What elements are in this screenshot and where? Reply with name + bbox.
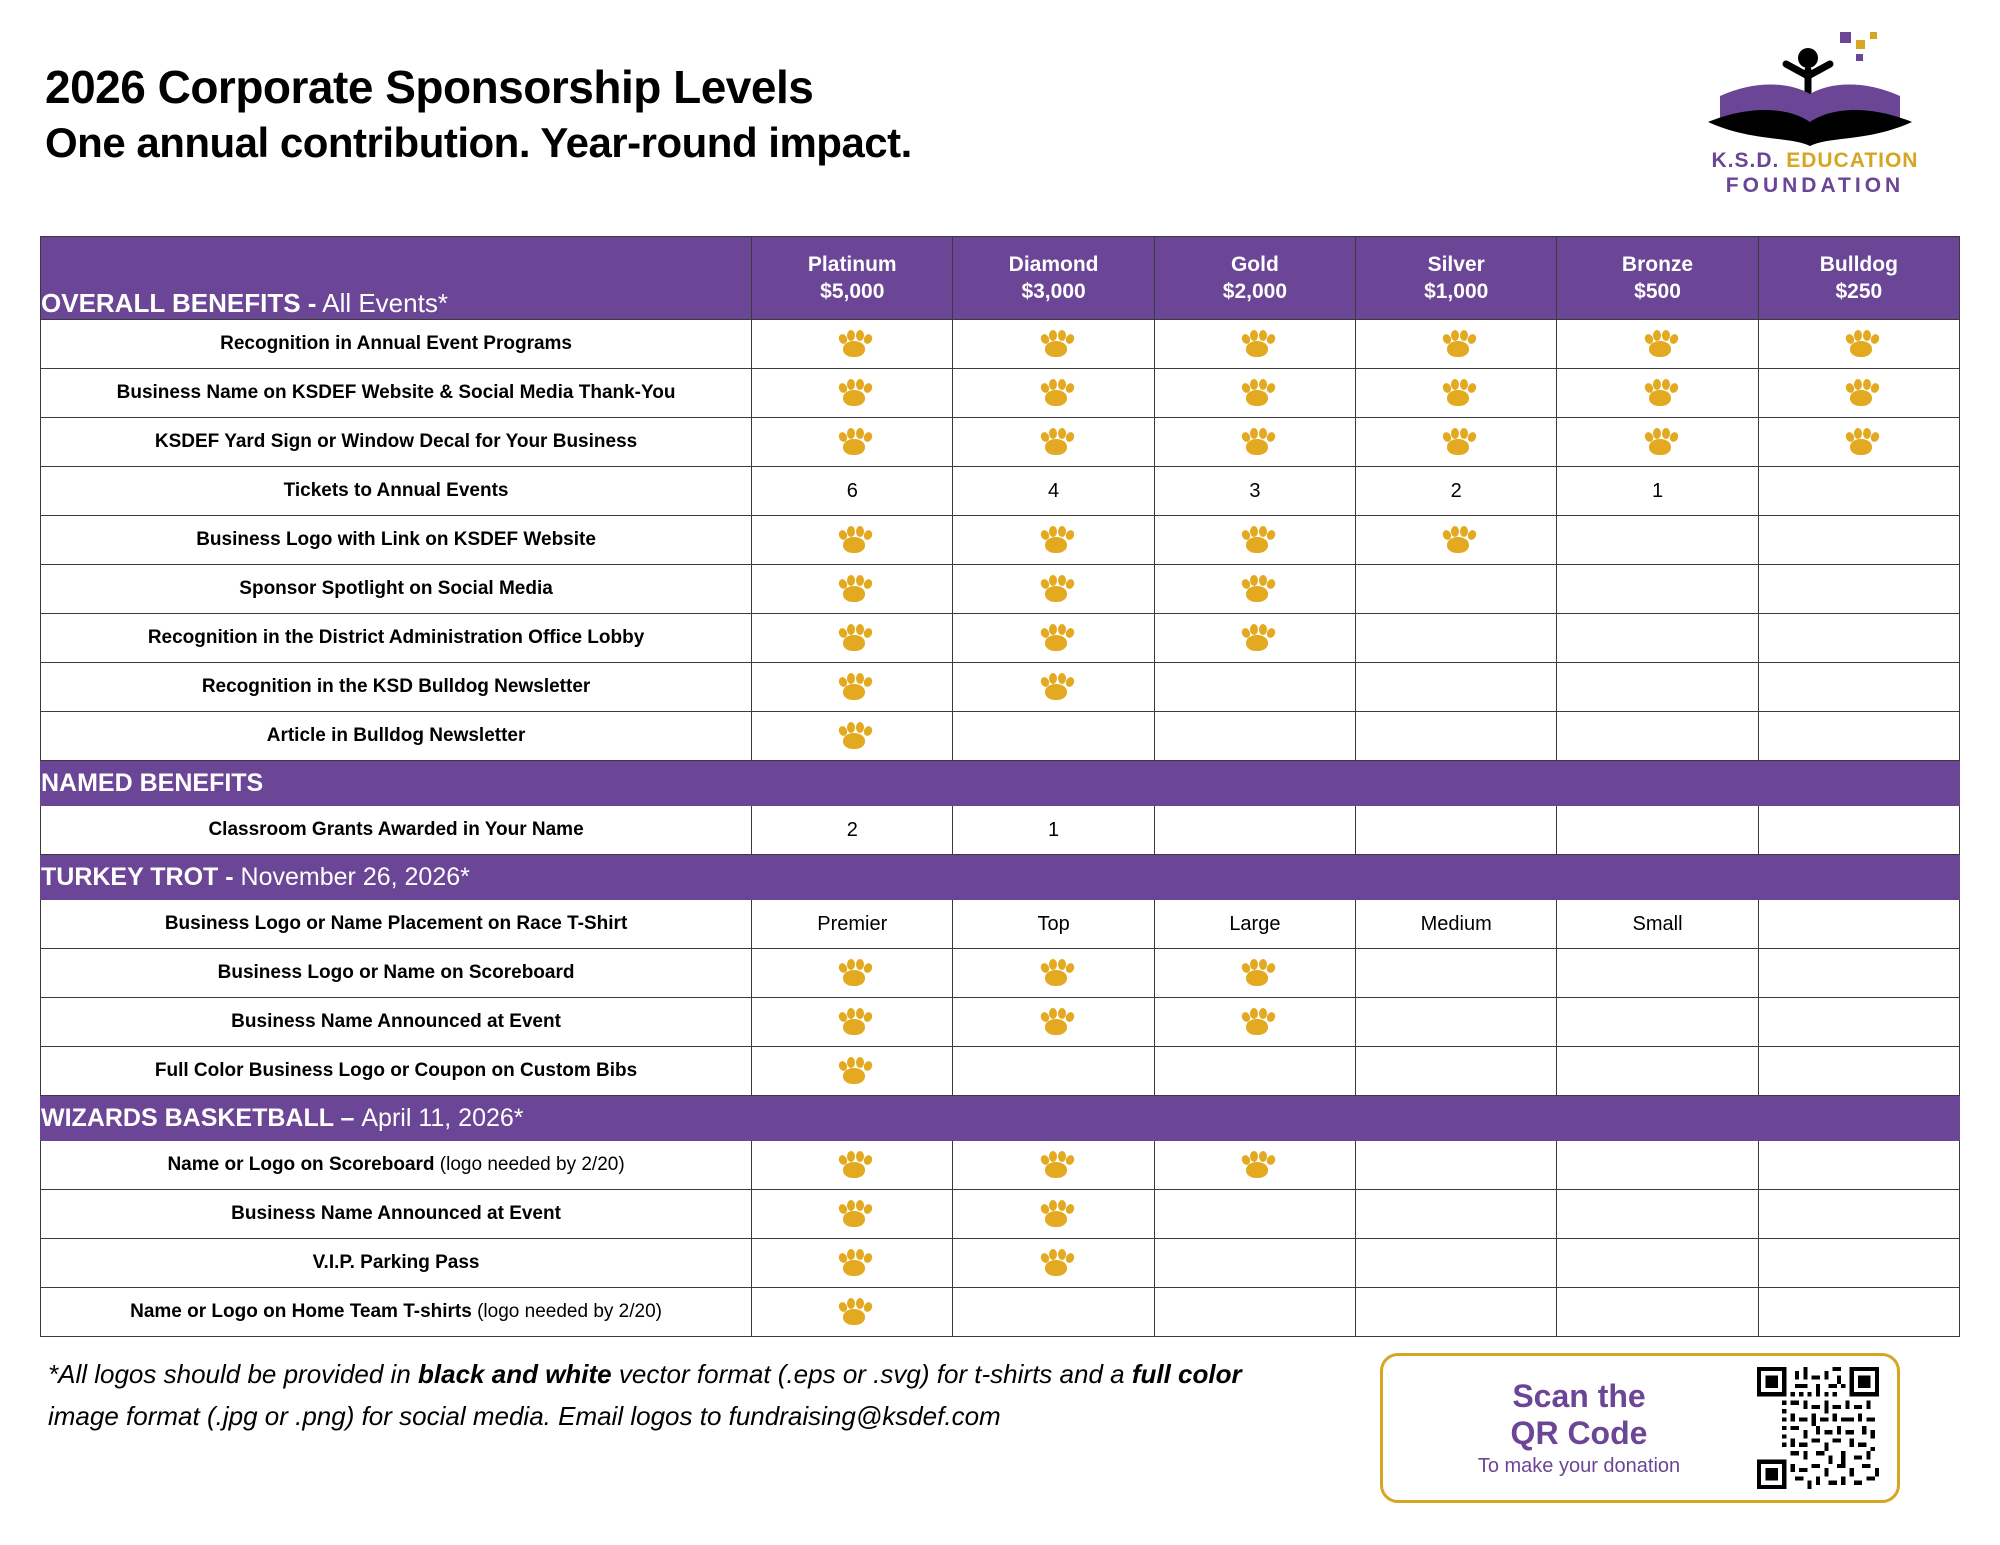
benefit-value-cell: Top bbox=[953, 900, 1154, 949]
tier-amount-bronze: $500 bbox=[1634, 280, 1681, 303]
benefit-value-cell bbox=[1758, 418, 1959, 467]
benefit-label: KSDEF Yard Sign or Window Decal for Your Business bbox=[41, 418, 752, 467]
paw-print-icon bbox=[837, 575, 867, 603]
section-turkey-trot-label: TURKEY TROT - November 26, 2026* bbox=[41, 855, 1960, 900]
benefit-value-cell bbox=[953, 369, 1154, 418]
benefit-label: Full Color Business Logo or Coupon on Custom Bibs bbox=[41, 1047, 752, 1096]
benefit-value-cell bbox=[1154, 1141, 1355, 1190]
tier-name-gold: Gold bbox=[1230, 252, 1279, 276]
benefit-value-cell bbox=[1356, 806, 1557, 855]
table-row bbox=[41, 320, 1960, 369]
benefit-value-cell: 2 bbox=[1356, 467, 1557, 516]
table-row bbox=[41, 900, 1960, 949]
benefit-value-cell: Premier bbox=[752, 900, 953, 949]
paw-print-icon bbox=[837, 624, 867, 652]
paw-print-icon bbox=[837, 379, 867, 407]
paw-print-icon bbox=[1240, 428, 1270, 456]
benefit-label: Classroom Grants Awarded in Your Name bbox=[41, 806, 752, 855]
benefit-value-cell: 3 bbox=[1154, 467, 1355, 516]
benefit-value-cell bbox=[1557, 1239, 1758, 1288]
benefit-value-cell: 6 bbox=[752, 467, 953, 516]
paw-print-icon bbox=[837, 1200, 867, 1228]
benefit-value-cell bbox=[1356, 663, 1557, 712]
table-row bbox=[41, 806, 1960, 855]
benefit-value-cell bbox=[1154, 565, 1355, 614]
table-header-row bbox=[41, 237, 1960, 320]
tier-header-diamond bbox=[953, 237, 1154, 320]
benefit-value-cell bbox=[752, 1190, 953, 1239]
benefit-value-cell bbox=[752, 949, 953, 998]
benefit-value-cell bbox=[752, 998, 953, 1047]
paw-print-icon bbox=[837, 1057, 867, 1085]
logo-wordmark bbox=[1690, 150, 1940, 197]
note-part-1: *All logos should be provided in bbox=[48, 1359, 419, 1389]
benefit-value-cell bbox=[1758, 369, 1959, 418]
table-row bbox=[41, 1288, 1960, 1337]
benefit-value-cell bbox=[1557, 614, 1758, 663]
benefit-value-cell bbox=[1154, 1239, 1355, 1288]
benefit-label: Business Name on KSDEF Website & Social Media Thank-You bbox=[41, 369, 752, 418]
paw-print-icon bbox=[1039, 1008, 1069, 1036]
table-row bbox=[41, 949, 1960, 998]
paw-print-icon bbox=[837, 428, 867, 456]
benefit-value-cell bbox=[1356, 418, 1557, 467]
paw-print-icon bbox=[1441, 428, 1471, 456]
benefit-value-cell bbox=[953, 1190, 1154, 1239]
tier-name-silver: Silver bbox=[1427, 252, 1485, 276]
benefit-value-cell bbox=[1758, 712, 1959, 761]
sponsorship-benefits-table bbox=[40, 236, 1960, 1337]
table-row bbox=[41, 565, 1960, 614]
paw-print-icon bbox=[1240, 330, 1270, 358]
qr-line-1: Scan the bbox=[1512, 1377, 1646, 1414]
paw-print-icon bbox=[837, 526, 867, 554]
section-named-benefits-label: NAMED BENEFITS bbox=[41, 761, 1960, 806]
table-row bbox=[41, 998, 1960, 1047]
benefit-value-cell bbox=[1557, 418, 1758, 467]
paw-print-icon bbox=[1240, 624, 1270, 652]
benefit-value-cell bbox=[1356, 1047, 1557, 1096]
benefit-label: Business Logo with Link on KSDEF Website bbox=[41, 516, 752, 565]
benefit-value-cell bbox=[752, 418, 953, 467]
tier-amount-diamond: $3,000 bbox=[1021, 280, 1086, 303]
benefit-value-cell bbox=[1356, 614, 1557, 663]
table-row bbox=[41, 1239, 1960, 1288]
qr-code-icon[interactable] bbox=[1757, 1367, 1879, 1489]
table-head bbox=[41, 237, 1960, 320]
table-row bbox=[41, 712, 1960, 761]
benefit-value-cell bbox=[1154, 663, 1355, 712]
benefit-value-cell bbox=[1356, 369, 1557, 418]
benefit-value-cell bbox=[1557, 1288, 1758, 1337]
paw-print-icon bbox=[1039, 1249, 1069, 1277]
ksdef-logo bbox=[1690, 30, 1940, 210]
table-row bbox=[41, 663, 1960, 712]
benefit-label: Business Name Announced at Event bbox=[41, 998, 752, 1047]
benefit-value-cell bbox=[1356, 1239, 1557, 1288]
overall-benefits-header-bold: OVERALL BENEFITS - bbox=[41, 288, 317, 318]
benefit-value-cell bbox=[1356, 516, 1557, 565]
overall-benefits-header bbox=[41, 237, 752, 320]
tier-name-bulldog: Bulldog bbox=[1819, 252, 1898, 276]
benefit-value-cell bbox=[752, 565, 953, 614]
benefit-value-cell bbox=[1154, 712, 1355, 761]
paw-print-icon bbox=[1240, 1008, 1270, 1036]
benefit-label: Recognition in the KSD Bulldog Newsletter bbox=[41, 663, 752, 712]
benefit-value-cell bbox=[1154, 806, 1355, 855]
tier-header-gold bbox=[1154, 237, 1355, 320]
benefit-value-cell bbox=[752, 1047, 953, 1096]
paw-print-icon bbox=[837, 330, 867, 358]
qr-instructions bbox=[1401, 1378, 1757, 1479]
benefit-value-cell bbox=[1758, 1190, 1959, 1239]
benefit-value-cell bbox=[1758, 806, 1959, 855]
benefit-value-cell bbox=[953, 712, 1154, 761]
table-row bbox=[41, 1190, 1960, 1239]
benefit-value-cell bbox=[1557, 998, 1758, 1047]
table-row bbox=[41, 369, 1960, 418]
benefit-label: Sponsor Spotlight on Social Media bbox=[41, 565, 752, 614]
paw-print-icon bbox=[1039, 330, 1069, 358]
benefit-value-cell bbox=[1758, 900, 1959, 949]
benefit-label: Article in Bulldog Newsletter bbox=[41, 712, 752, 761]
section-wizards-basketball-date: April 11, 2026* bbox=[361, 1103, 524, 1132]
table-body bbox=[41, 320, 1960, 1337]
table-row bbox=[41, 516, 1960, 565]
section-turkey-trot-date: November 26, 2026* bbox=[240, 862, 470, 891]
table-row bbox=[41, 614, 1960, 663]
tier-amount-platinum: $5,000 bbox=[820, 280, 885, 303]
qr-line-3: To make your donation bbox=[1477, 1455, 1681, 1478]
title-block bbox=[40, 30, 912, 168]
benefit-value-cell: Small bbox=[1557, 900, 1758, 949]
benefit-value-cell bbox=[1356, 949, 1557, 998]
benefit-label: Recognition in the District Administration Office Lobby bbox=[41, 614, 752, 663]
benefit-value-cell bbox=[1154, 320, 1355, 369]
section-wizards-basketball bbox=[41, 1096, 1960, 1141]
benefit-value-cell bbox=[1758, 1047, 1959, 1096]
benefit-value-cell bbox=[1758, 565, 1959, 614]
logo-requirements-note bbox=[40, 1353, 1248, 1437]
benefit-value-cell bbox=[1557, 565, 1758, 614]
benefit-value-cell bbox=[1557, 1190, 1758, 1239]
paw-print-icon bbox=[1039, 624, 1069, 652]
benefit-value-cell bbox=[1557, 712, 1758, 761]
paw-print-icon bbox=[1039, 379, 1069, 407]
benefit-value-cell bbox=[1557, 516, 1758, 565]
benefit-value-cell bbox=[953, 949, 1154, 998]
benefit-value-cell bbox=[752, 614, 953, 663]
benefit-value-cell bbox=[953, 418, 1154, 467]
paw-print-icon bbox=[1240, 526, 1270, 554]
tier-name-bronze: Bronze bbox=[1621, 252, 1694, 276]
benefit-value-cell: 4 bbox=[953, 467, 1154, 516]
note-bold-2: full color bbox=[1131, 1359, 1242, 1389]
tier-name-diamond: Diamond bbox=[1008, 252, 1099, 276]
page-title: 2026 Corporate Sponsorship Levels bbox=[45, 61, 814, 113]
benefit-value-cell: 1 bbox=[1557, 467, 1758, 516]
table-row bbox=[41, 1047, 1960, 1096]
benefit-value-cell bbox=[1557, 1141, 1758, 1190]
benefit-value-cell bbox=[1154, 1047, 1355, 1096]
benefit-value-cell bbox=[752, 1141, 953, 1190]
note-bold-1: black and white bbox=[418, 1359, 612, 1389]
benefit-value-cell bbox=[1758, 614, 1959, 663]
benefit-value-cell bbox=[1356, 1288, 1557, 1337]
paw-print-icon bbox=[837, 1298, 867, 1326]
note-part-2: vector format (.eps or .svg) for t-shirts and a bbox=[611, 1359, 1132, 1389]
paw-print-icon bbox=[1643, 379, 1673, 407]
paw-print-icon bbox=[1844, 428, 1874, 456]
paw-print-icon bbox=[1039, 428, 1069, 456]
paw-print-icon bbox=[837, 1008, 867, 1036]
benefit-label: V.I.P. Parking Pass bbox=[41, 1239, 752, 1288]
benefit-value-cell bbox=[953, 663, 1154, 712]
paw-print-icon bbox=[1441, 526, 1471, 554]
page-footer bbox=[40, 1353, 1960, 1503]
benefit-label: Tickets to Annual Events bbox=[41, 467, 752, 516]
paw-print-icon bbox=[1240, 1151, 1270, 1179]
benefit-value-cell bbox=[1758, 663, 1959, 712]
logo-ksd-text: K.S.D. bbox=[1711, 149, 1780, 172]
paw-print-icon bbox=[1844, 379, 1874, 407]
section-named-benefits bbox=[41, 761, 1960, 806]
benefit-value-cell bbox=[1758, 949, 1959, 998]
benefit-label: Name or Logo on Scoreboard (logo needed by 2/20) bbox=[41, 1141, 752, 1190]
benefit-label: Business Name Announced at Event bbox=[41, 1190, 752, 1239]
benefit-value-cell bbox=[1557, 320, 1758, 369]
benefit-label: Business Logo or Name on Scoreboard bbox=[41, 949, 752, 998]
benefit-value-cell bbox=[953, 1288, 1154, 1337]
benefit-value-cell bbox=[953, 565, 1154, 614]
qr-line-2: QR Code bbox=[1510, 1414, 1648, 1451]
benefit-value-cell bbox=[1356, 1190, 1557, 1239]
benefit-value-cell: Medium bbox=[1356, 900, 1557, 949]
benefit-value-cell bbox=[1154, 949, 1355, 998]
qr-donation-box[interactable] bbox=[1380, 1353, 1900, 1503]
paw-print-icon bbox=[1039, 959, 1069, 987]
paw-print-icon bbox=[837, 722, 867, 750]
paw-print-icon bbox=[1039, 575, 1069, 603]
benefit-value-cell bbox=[1154, 998, 1355, 1047]
benefit-value-cell bbox=[752, 712, 953, 761]
note-part-3: image format (.jpg or .png) for social media. Email logos to fundraising@ksdef.com bbox=[48, 1401, 1001, 1432]
paw-print-icon bbox=[1844, 330, 1874, 358]
benefit-value-cell bbox=[752, 369, 953, 418]
benefit-value-cell bbox=[1758, 1239, 1959, 1288]
table-row bbox=[41, 467, 1960, 516]
benefit-value-cell bbox=[1758, 998, 1959, 1047]
tier-header-bronze bbox=[1557, 237, 1758, 320]
tier-amount-gold: $2,000 bbox=[1222, 280, 1287, 303]
benefit-value-cell bbox=[953, 1047, 1154, 1096]
benefit-label: Name or Logo on Home Team T-shirts (logo needed by 2/20) bbox=[41, 1288, 752, 1337]
benefit-value-cell bbox=[953, 998, 1154, 1047]
benefit-label-note: (logo needed by 2/20) bbox=[434, 1154, 625, 1175]
paw-print-icon bbox=[1240, 959, 1270, 987]
benefit-value-cell: 2 bbox=[752, 806, 953, 855]
logo-education-text: EDUCATION bbox=[1786, 149, 1919, 172]
benefit-value-cell bbox=[752, 1239, 953, 1288]
paw-print-icon bbox=[837, 1151, 867, 1179]
benefit-value-cell bbox=[1154, 418, 1355, 467]
benefit-value-cell bbox=[752, 320, 953, 369]
benefit-value-cell bbox=[1557, 806, 1758, 855]
benefit-value-cell bbox=[1356, 712, 1557, 761]
benefit-value-cell bbox=[752, 1288, 953, 1337]
tier-amount-silver: $1,000 bbox=[1424, 280, 1489, 303]
paw-print-icon bbox=[837, 673, 867, 701]
tier-header-platinum bbox=[752, 237, 953, 320]
tier-amount-bulldog: $250 bbox=[1835, 280, 1883, 303]
benefit-value-cell bbox=[953, 614, 1154, 663]
benefit-value-cell bbox=[1557, 949, 1758, 998]
page-subtitle: One annual contribution. Year-round impact. bbox=[45, 119, 912, 167]
benefit-value-cell bbox=[953, 516, 1154, 565]
benefit-value-cell bbox=[752, 663, 953, 712]
page-header bbox=[40, 30, 1960, 230]
tier-name-platinum: Platinum bbox=[807, 252, 897, 276]
paw-print-icon bbox=[837, 1249, 867, 1277]
benefit-value-cell bbox=[1557, 1047, 1758, 1096]
logo-book-icon bbox=[1690, 30, 1940, 150]
benefit-value-cell bbox=[1154, 516, 1355, 565]
paw-print-icon bbox=[1039, 1151, 1069, 1179]
benefit-value-cell: Large bbox=[1154, 900, 1355, 949]
benefit-value-cell: 1 bbox=[953, 806, 1154, 855]
tier-header-silver bbox=[1356, 237, 1557, 320]
benefit-value-cell bbox=[1758, 467, 1959, 516]
benefit-value-cell bbox=[1356, 1141, 1557, 1190]
overall-benefits-header-light: All Events* bbox=[316, 288, 448, 318]
paw-print-icon bbox=[1039, 1200, 1069, 1228]
benefit-value-cell bbox=[1356, 998, 1557, 1047]
paw-print-icon bbox=[1039, 673, 1069, 701]
benefit-value-cell bbox=[953, 320, 1154, 369]
benefit-value-cell bbox=[953, 1239, 1154, 1288]
benefit-value-cell bbox=[1557, 369, 1758, 418]
logo-foundation-text: FOUNDATION bbox=[1725, 174, 1905, 198]
benefit-value-cell bbox=[1557, 663, 1758, 712]
section-turkey-trot bbox=[41, 855, 1960, 900]
benefit-value-cell bbox=[953, 1141, 1154, 1190]
table-row bbox=[41, 418, 1960, 467]
paw-print-icon bbox=[1643, 428, 1673, 456]
benefit-value-cell bbox=[1356, 565, 1557, 614]
paw-print-icon bbox=[1643, 330, 1673, 358]
benefit-value-cell bbox=[1154, 614, 1355, 663]
benefit-value-cell bbox=[1758, 1141, 1959, 1190]
benefit-value-cell bbox=[1154, 369, 1355, 418]
benefit-value-cell bbox=[752, 516, 953, 565]
benefit-value-cell bbox=[1154, 1190, 1355, 1239]
paw-print-icon bbox=[1441, 379, 1471, 407]
benefit-label: Business Logo or Name Placement on Race T-Shirt bbox=[41, 900, 752, 949]
paw-print-icon bbox=[837, 959, 867, 987]
paw-print-icon bbox=[1240, 575, 1270, 603]
benefit-label: Recognition in Annual Event Programs bbox=[41, 320, 752, 369]
benefit-value-cell bbox=[1758, 320, 1959, 369]
paw-print-icon bbox=[1240, 379, 1270, 407]
benefit-value-cell bbox=[1758, 1288, 1959, 1337]
benefit-label-note: (logo needed by 2/20) bbox=[471, 1301, 662, 1322]
paw-print-icon bbox=[1441, 330, 1471, 358]
paw-print-icon bbox=[1039, 526, 1069, 554]
benefit-value-cell bbox=[1758, 516, 1959, 565]
table-row bbox=[41, 1141, 1960, 1190]
section-wizards-basketball-label: WIZARDS BASKETBALL – April 11, 2026* bbox=[41, 1096, 1960, 1141]
benefit-value-cell bbox=[1356, 320, 1557, 369]
benefit-value-cell bbox=[1154, 1288, 1355, 1337]
tier-header-bulldog bbox=[1758, 237, 1959, 320]
